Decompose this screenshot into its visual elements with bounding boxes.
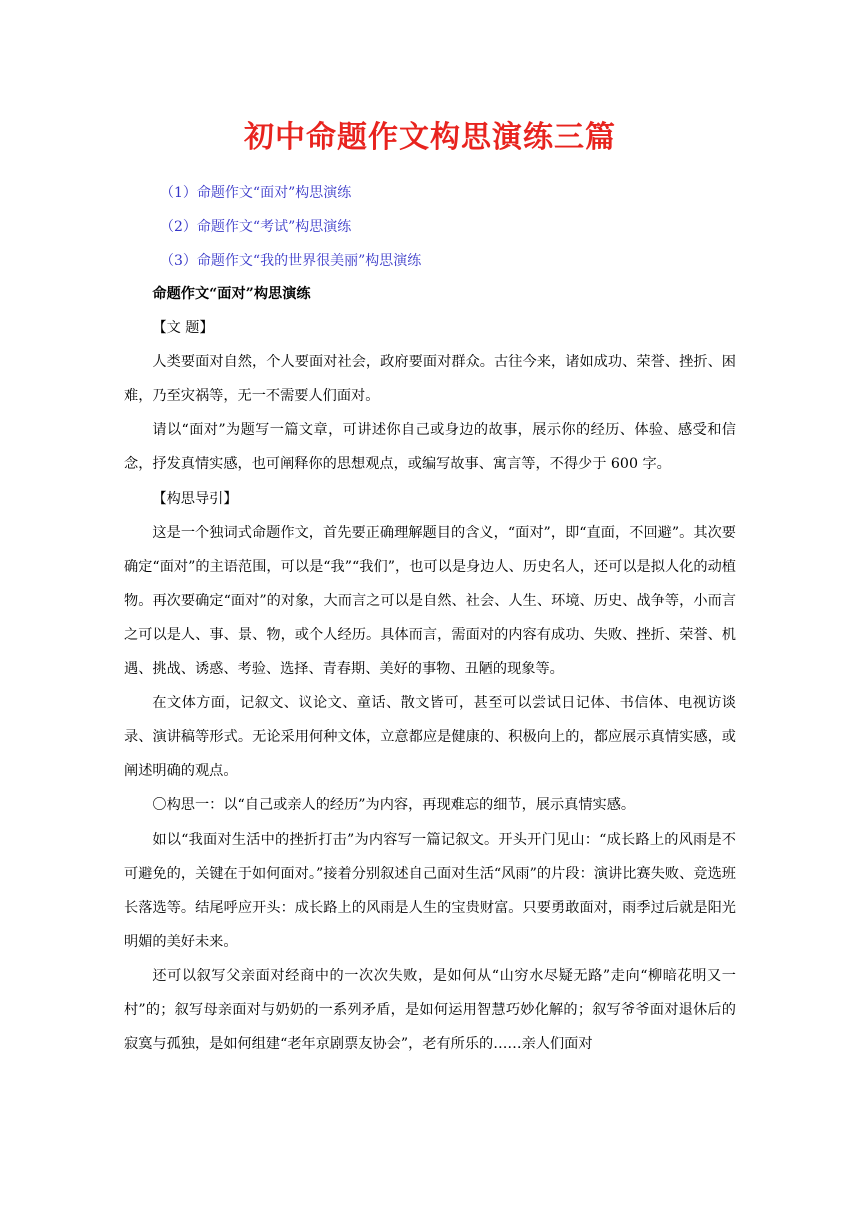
section-heading: 命题作文“面对”构思演练: [152, 286, 311, 302]
guide-label: 【构思导引】: [152, 490, 238, 507]
document-body: [124, 277, 736, 1061]
toc-link-3[interactable]: （3）命题作文“我的世界很美丽”构思演练: [160, 253, 422, 269]
toc-link-2[interactable]: （2）命题作文“考试”构思演练: [160, 219, 352, 235]
guide-paragraph-1: 这是一个独词式命题作文，首先要正确理解题目的含义，“面对”，即“直面，不回避”。其次要确定“面对”的主语范围，可以是“我”“我们”，也可以是身边人、历史名人，还可以是拟人化的动植物。再次要确定“面对”的对象，大而言之可以是自然、社会、人生、环境、历史、战争等，小而言之可以是人、事、景、物，或个人经历。具体而言，需面对的内容有成功、失败、挫折、荣誉、机遇、挑战、诱惑、考验、选择、青春期、美好的事物、丑陋的现象等。: [124, 524, 736, 678]
topic-paragraph-1: 人类要面对自然，个人要面对社会，政府要面对群众。古往今来，诸如成功、荣誉、挫折、困难，乃至灾祸等，无一不需要人们面对。: [124, 354, 736, 405]
topic-paragraph-2: 请以“面对”为题写一篇文章，可讲述你自己或身边的故事，展示你的经历、体验、感受和信念，抒发真情实感，也可阐释你的思想观点，或编写故事、寓言等，不得少于 600 字。: [124, 422, 736, 473]
document-title: 初中命题作文构思演练三篇: [244, 120, 616, 155]
guide-paragraph-3: 〇构思一：以“自己或亲人的经历”为内容，再现难忘的细节，展示真情实感。: [152, 797, 636, 814]
topic-label: 【文 题】: [152, 320, 214, 337]
table-of-contents: [160, 176, 736, 278]
guide-paragraph-2: 在文体方面，记叙文、议论文、童话、散文皆可，甚至可以尝试日记体、书信体、电视访谈录、演讲稿等形式。无论采用何种文体，立意都应是健康的、积极向上的，都应展示真情实感，或阐述明确的观点。: [124, 695, 736, 780]
toc-link-1[interactable]: （1）命题作文“面对”构思演练: [160, 185, 352, 201]
guide-paragraph-4: 如以“我面对生活中的挫折打击”为内容写一篇记叙文。开头开门见山：“成长路上的风雨是不可避免的，关键在于如何面对。”接着分别叙述自己面对生活“风雨”的片段：演讲比赛失败、竞选班长落选等。结尾呼应开头：成长路上的风雨是人生的宝贵财富。只要勇敢面对，雨季过后就是阳光明媚的美好未来。: [124, 831, 736, 950]
guide-paragraph-5: 还可以叙写父亲面对经商中的一次次失败，是如何从“山穷水尽疑无路”走向“柳暗花明又一村”的；叙写母亲面对与奶奶的一系列矛盾，是如何运用智慧巧妙化解的；叙写爷爷面对退休后的寂寞与孤独，是如何组建“老年京剧票友协会”，老有所乐的……亲人们面对: [124, 967, 736, 1053]
